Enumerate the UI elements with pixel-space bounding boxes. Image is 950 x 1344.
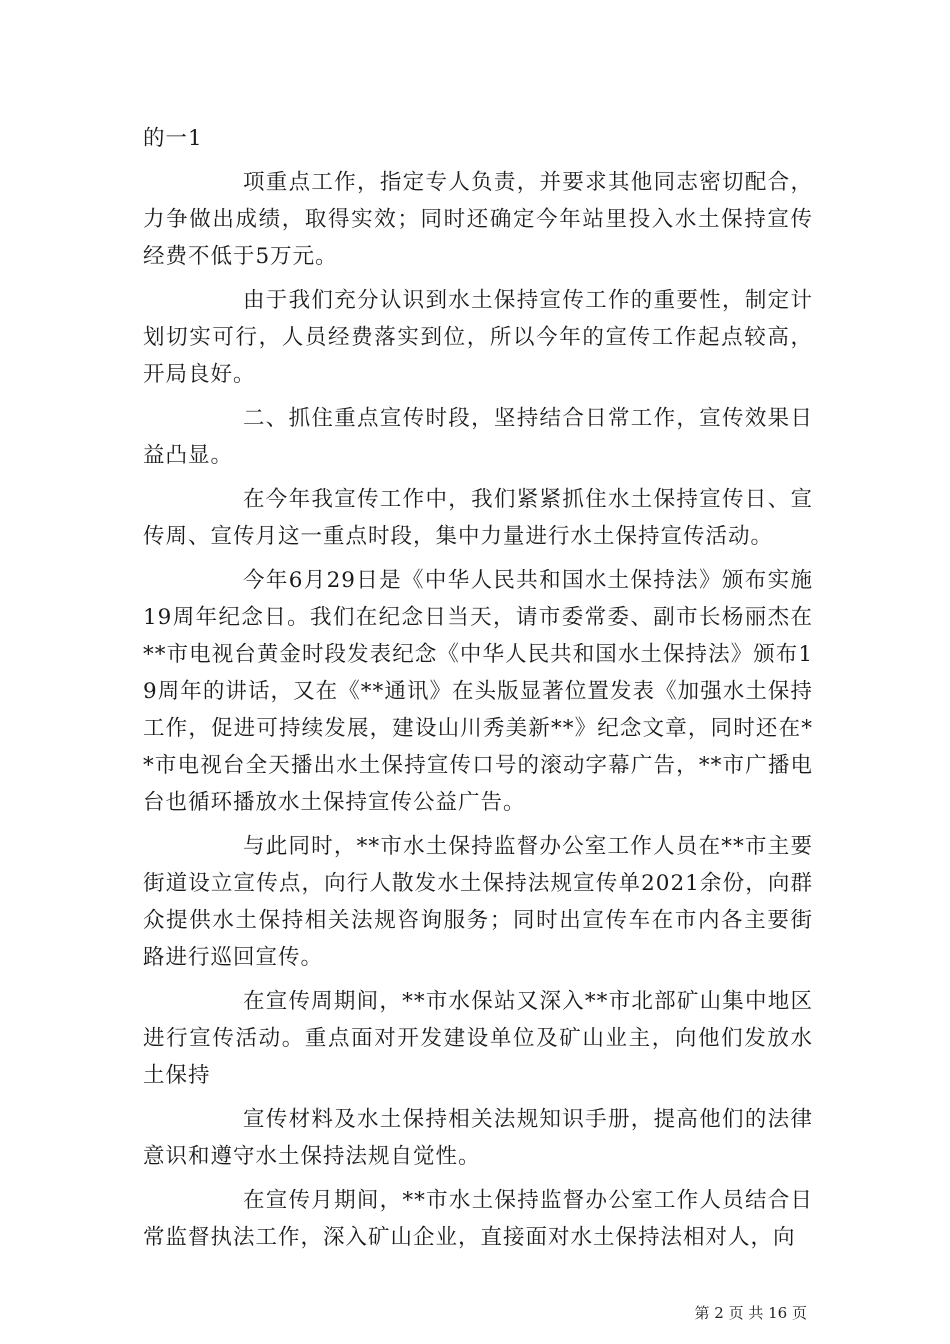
paragraph-10: 在宣传月期间，**市水土保持监督办公室工作人员结合日常监督执法工作，深入矿山企业，直接面对水土保持法相对人，向 xyxy=(143,1188,813,1250)
paragraph-9: 宣传材料及水土保持相关法规知识手册，提高他们的法律意识和遵守水土保持法规自觉性。 xyxy=(143,1107,813,1169)
paragraph-5: 在今年我宣传工作中，我们紧紧抓住水土保持宣传日、宣传周、宣传月这一重点时段，集中力量进行水土保持宣传活动。 xyxy=(143,487,813,549)
paragraph-6: 今年6月29日是《中华人民共和国水土保持法》颁布实施19周年纪念日。我们在纪念日当天，请市委常委、副市长杨丽杰在**市电视台黄金时段发表纪念《中华人民共和国水土保持法》颁布19周年的讲话，又在《**通讯》在头版显著位置发表《加强水土保持工作，促进可持续发展，建设山川秀美新**》纪念文章，同时还在**市电视台全天播出水土保持宣传口号的滚动字幕广告，**市广播电台也循环播放水土保持宣传公益广告。 xyxy=(143,568,813,815)
document-body xyxy=(143,120,813,1263)
section-heading-2: 二、抓住重点宣传时段，坚持结合日常工作，宣传效果日益凸显。 xyxy=(143,406,813,468)
paragraph-7: 与此同时，**市水土保持监督办公室工作人员在**市主要街道设立宣传点，向行人散发水土保持法规宣传单2021余份，向群众提供水土保持相关法规咨询服务；同时出宣传车在市内各主要街路进行巡回宣传。 xyxy=(143,834,813,970)
paragraph-3: 由于我们充分认识到水土保持宣传工作的重要性，制定计划切实可行，人员经费落实到位，所以今年的宣传工作起点较高，开局良好。 xyxy=(143,288,813,387)
paragraph-1: 的一1 xyxy=(143,126,203,151)
paragraph-2: 项重点工作，指定专人负责，并要求其他同志密切配合，力争做出成绩，取得实效；同时还确定今年站里投入水土保持宣传经费不低于5万元。 xyxy=(143,170,813,269)
page-number-footer: 第 2 页 共 16 页 xyxy=(694,1304,807,1322)
paragraph-8: 在宣传周期间，**市水保站又深入**市北部矿山集中地区进行宣传活动。重点面对开发建设单位及矿山业主，向他们发放水土保持 xyxy=(143,989,813,1088)
